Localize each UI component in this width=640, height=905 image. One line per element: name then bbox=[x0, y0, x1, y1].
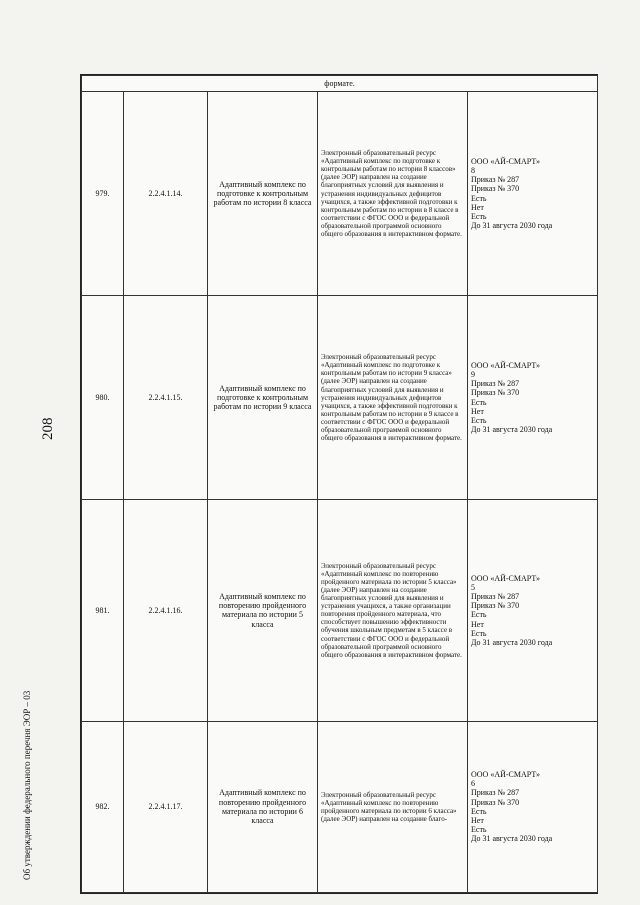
row-order2: Приказ № 370 bbox=[471, 601, 520, 611]
continuation-text: формате. bbox=[82, 76, 598, 92]
register-table bbox=[81, 75, 598, 893]
row-c3: Есть bbox=[471, 211, 487, 221]
table-row bbox=[82, 296, 598, 500]
footer-note: Об утверждении федерального перечня ЭОР – 03 bbox=[22, 690, 32, 880]
row-org: ООО «АЙ-СМАРТ» bbox=[471, 573, 541, 583]
row-deadline: До 31 августа 2030 года bbox=[471, 637, 553, 647]
row-code: 2.2.4.1.16. bbox=[124, 500, 208, 722]
row-c2: Нет bbox=[471, 619, 484, 629]
row-details bbox=[468, 721, 598, 892]
row-number: 979. bbox=[82, 92, 124, 296]
row-code: 2.2.4.1.14. bbox=[124, 92, 208, 296]
row-description: Электронный образовательный ресурс «Адаптивный комплекс по повторению пройденного материала по истории 6 класса» (далее ЭОР) направлен на создание благо- bbox=[318, 721, 468, 892]
row-c1: Есть bbox=[471, 610, 487, 620]
row-name: Адаптивный комплекс по подготовке к контрольным работам по истории 8 класса bbox=[208, 92, 318, 296]
row-order2: Приказ № 370 bbox=[471, 797, 520, 807]
table-row bbox=[82, 721, 598, 892]
row-deadline: До 31 августа 2030 года bbox=[471, 221, 553, 231]
row-c3: Есть bbox=[471, 628, 487, 638]
page-number: 208 bbox=[40, 417, 56, 440]
row-order2: Приказ № 370 bbox=[471, 388, 520, 398]
row-order1: Приказ № 287 bbox=[471, 379, 520, 389]
row-org: ООО «АЙ-СМАРТ» bbox=[471, 156, 541, 166]
row-order2: Приказ № 370 bbox=[471, 184, 520, 194]
row-c2: Нет bbox=[471, 202, 484, 212]
table-row bbox=[82, 500, 598, 722]
row-code: 2.2.4.1.17. bbox=[124, 721, 208, 892]
row-description: Электронный образовательный ресурс «Адаптивный комплекс по подготовке к контрольным работам по истории 9 класса» (далее ЭОР) направлен на создание благоприятных условий для выявления и устранения индивидуальных дефицитов учащихся, а также эффективной подготовки к контрольным работам по истории в 9 классе в соответствии с ФГОС ООО и федеральной образовательной программой основного общего образования в интерактивном формате. bbox=[318, 296, 468, 500]
row-order1: Приказ № 287 bbox=[471, 788, 520, 798]
row-c1: Есть bbox=[471, 193, 487, 203]
continuation-row bbox=[82, 76, 598, 92]
table-row bbox=[82, 92, 598, 296]
register-table-container bbox=[80, 74, 598, 894]
row-grade: 8 bbox=[471, 165, 475, 175]
row-number: 981. bbox=[82, 500, 124, 722]
row-org: ООО «АЙ-СМАРТ» bbox=[471, 770, 541, 780]
row-c3: Есть bbox=[471, 415, 487, 425]
row-org: ООО «АЙ-СМАРТ» bbox=[471, 360, 541, 370]
row-details bbox=[468, 296, 598, 500]
row-details bbox=[468, 92, 598, 296]
row-name: Адаптивный комплекс по подготовке к контрольным работам по истории 9 класса bbox=[208, 296, 318, 500]
row-name: Адаптивный комплекс по повторению пройденного материала по истории 5 класса bbox=[208, 500, 318, 722]
row-grade: 5 bbox=[471, 582, 475, 592]
row-description: Электронный образовательный ресурс «Адаптивный комплекс по повторению пройденного материала по истории 5 класса» (далее ЭОР) направлен на создание благоприятных условий для выявления и устранения учащихся, а также организации повторения пройденного материала, что способствует повышению эффективности обучения школьным предметам в 5 классе в соответствии с ФГОС ООО и федеральной образовательной программой основного общего образования в интерактивном формате. bbox=[318, 500, 468, 722]
row-grade: 6 bbox=[471, 779, 475, 789]
row-order1: Приказ № 287 bbox=[471, 175, 520, 185]
row-code: 2.2.4.1.15. bbox=[124, 296, 208, 500]
row-number: 980. bbox=[82, 296, 124, 500]
row-c3: Есть bbox=[471, 825, 487, 835]
row-order1: Приказ № 287 bbox=[471, 592, 520, 602]
row-name: Адаптивный комплекс по повторению пройденного материала по истории 6 класса bbox=[208, 721, 318, 892]
row-number: 982. bbox=[82, 721, 124, 892]
row-details bbox=[468, 500, 598, 722]
row-grade: 9 bbox=[471, 370, 475, 379]
row-deadline: До 31 августа 2030 года bbox=[471, 425, 553, 435]
row-c1: Есть bbox=[471, 806, 487, 816]
row-c2: Нет bbox=[471, 406, 484, 416]
row-c1: Есть bbox=[471, 397, 487, 407]
row-description: Электронный образовательный ресурс «Адаптивный комплекс по подготовке к контрольным работам по истории 8 классов» (далее ЭОР) направлен на создание благоприятных условий для выявления и устранения индивидуальных дефицитов учащихся, а также эффективной подготовки к контрольным работам по истории в 8 классе в соответствии с ФГОС ООО и федеральной образовательной программой основного общего образования в интерактивном формате. bbox=[318, 92, 468, 296]
row-deadline: До 31 августа 2030 года bbox=[471, 834, 553, 844]
row-c2: Нет bbox=[471, 816, 484, 826]
